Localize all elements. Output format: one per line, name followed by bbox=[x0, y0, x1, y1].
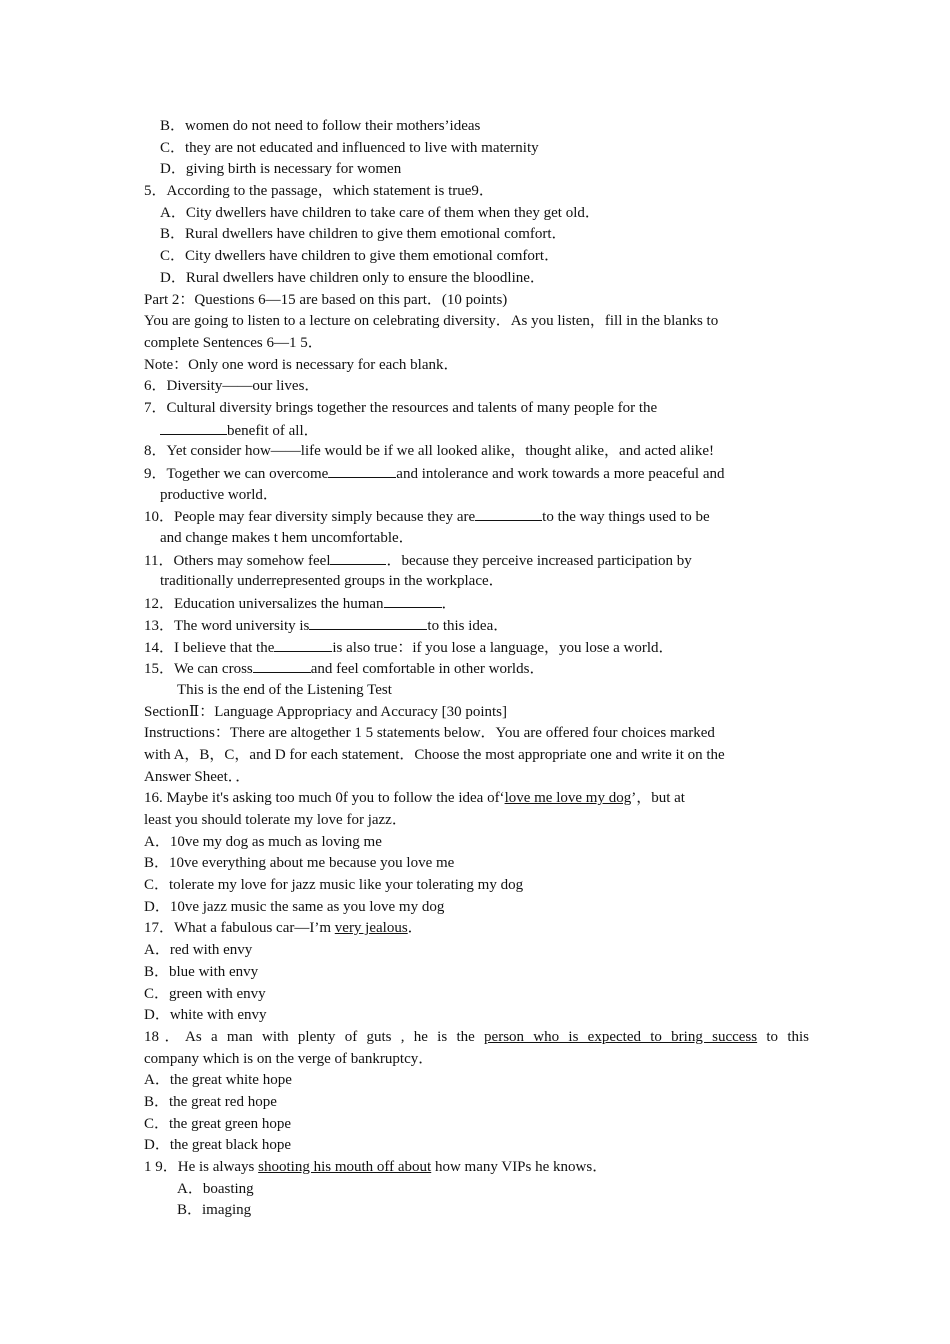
q17-option-b: B．blue with envy bbox=[144, 963, 259, 980]
q11-text-before: 11．Others may somehow feel bbox=[144, 552, 331, 569]
section2-instructions-line1: Instructions：There are altogether 1 5 statements below．You are offered four choices marked bbox=[144, 725, 715, 742]
q9-line1 bbox=[144, 463, 809, 485]
part2-instructions-line2: complete Sentences 6—1 5． bbox=[144, 334, 323, 351]
q17-underlined-phrase: very jealous bbox=[334, 920, 408, 937]
q16-stem-line1 bbox=[144, 788, 809, 810]
part2-instructions-line1: You are going to listen to a lecture on celebrating diversity．As you listen，fill in the blanks to bbox=[144, 313, 719, 330]
q17-option-c: C．green with envy bbox=[144, 985, 266, 1002]
q14-text-before: 14．I believe that the bbox=[144, 639, 275, 656]
q18-text-after: to this bbox=[757, 1028, 809, 1045]
q15-text-before: 15．We can cross bbox=[144, 661, 253, 678]
q13-text-after: to this idea． bbox=[427, 617, 509, 634]
q16-stem-line2: least you should tolerate my love for jazz． bbox=[144, 812, 407, 828]
q16-option-b: B．10ve everything about me because you love me bbox=[144, 855, 455, 872]
q19-option-a: A．boasting bbox=[177, 1180, 254, 1197]
page-content bbox=[144, 116, 809, 1222]
q16-text-before: 16. Maybe it's asking too much 0f you to follow the idea of‘ bbox=[144, 790, 505, 807]
q19-text-before: 1 9．He is always bbox=[144, 1159, 259, 1175]
q16-text-after: ’，but at bbox=[631, 790, 685, 807]
q5-option-b: B．Rural dwellers have children to give them emotional comfort． bbox=[160, 226, 567, 243]
q14 bbox=[144, 637, 809, 659]
q18-option-d: D．the great black hope bbox=[144, 1137, 292, 1154]
q5-option-d: D．Rural dwellers have children only to ensure the bloodline． bbox=[160, 269, 545, 286]
q18-option-b: B．the great red hope bbox=[144, 1093, 277, 1110]
q10-line1 bbox=[144, 506, 809, 528]
q9-text-before: 9．Together we can overcome bbox=[144, 466, 329, 482]
q10-text-before: 10．People may fear diversity simply because they are bbox=[144, 509, 476, 526]
q18-text-before: 18．As a man with plenty of guts , he is the bbox=[144, 1028, 485, 1045]
q16-option-c: C．tolerate my love for jazz music like your tolerating my dog bbox=[144, 877, 524, 894]
listening-end-line: This is the end of the Listening Test bbox=[177, 681, 392, 698]
q4-option-c: C．they are not educated and influenced to live with maternity bbox=[160, 139, 539, 156]
q12 bbox=[144, 593, 809, 615]
q11-text-after: ．because they perceive increased participation by bbox=[386, 552, 692, 569]
q13-blank[interactable] bbox=[309, 615, 427, 630]
q9-blank[interactable] bbox=[328, 463, 396, 478]
q16-option-d: D．10ve jazz music the same as you love my dog bbox=[144, 898, 445, 915]
q17-text-after: ． bbox=[407, 920, 423, 937]
q7-line2 bbox=[144, 420, 809, 442]
q18-underlined-phrase: person who is expected to bring success bbox=[484, 1028, 758, 1045]
q15 bbox=[144, 658, 809, 680]
q14-text-after: is also true：if you lose a language，you lose a world． bbox=[332, 639, 674, 656]
q10-text-after: to the way things used to be bbox=[542, 509, 710, 526]
q11-blank[interactable] bbox=[330, 550, 386, 565]
q10-blank[interactable] bbox=[475, 506, 542, 521]
q5-option-a: A．City dwellers have children to take care of them when they get old． bbox=[160, 204, 600, 221]
q9-line2: productive world． bbox=[160, 486, 278, 503]
q19-text-after: how many VIPs he knows． bbox=[431, 1159, 608, 1175]
q4-option-b: B．women do not need to follow their mothers’ideas bbox=[160, 118, 481, 134]
q12-text-after: ． bbox=[441, 596, 457, 613]
q17-stem bbox=[144, 918, 809, 940]
q5-stem: 5．According to the passage，which statement is true9． bbox=[144, 183, 494, 200]
q17-option-d: D．white with envy bbox=[144, 1007, 267, 1024]
q13 bbox=[144, 615, 809, 637]
q19-option-b: B．imaging bbox=[177, 1202, 252, 1219]
part2-heading: Part 2：Questions 6—15 are based on this part．(10 points) bbox=[144, 291, 508, 308]
q9-text-after: and intolerance and work towards a more peaceful and bbox=[396, 466, 725, 482]
q5-option-c: C．City dwellers have children to give them emotional comfort． bbox=[160, 248, 560, 265]
q12-text-before: 12．Education universalizes the human bbox=[144, 596, 384, 613]
section2-instructions-line3: Answer Sheet．． bbox=[144, 768, 251, 785]
q18-option-c: C．the great green hope bbox=[144, 1115, 292, 1132]
q19-stem bbox=[144, 1157, 809, 1179]
q7-line1: 7．Cultural diversity brings together the resources and talents of many people for the bbox=[144, 399, 658, 416]
q17-text-before: 17．What a fabulous car—I’m bbox=[144, 920, 335, 937]
q18-option-a: A．the great white hope bbox=[144, 1072, 292, 1089]
q18-stem-line2: company which is on the verge of bankruptcy． bbox=[144, 1050, 434, 1067]
q17-option-a: A．red with envy bbox=[144, 942, 253, 959]
q11-line2: traditionally underrepresented groups in the workplace． bbox=[160, 573, 504, 590]
q7-blank[interactable] bbox=[160, 420, 227, 435]
q16-underlined-phrase: love me love my dog bbox=[504, 790, 632, 807]
q13-text-before: 13．The word university is bbox=[144, 617, 310, 634]
q15-blank[interactable] bbox=[253, 658, 311, 673]
q8: 8．Yet consider how——life would be if we all looked alike，thought alike，and acted alike! bbox=[144, 443, 715, 460]
q6: 6．Diversity——our lives． bbox=[144, 378, 320, 395]
q18-stem-line1 bbox=[144, 1027, 809, 1049]
section2-instructions-line2: with A，B，C，and D for each statement．Choose the most appropriate one and write it on the bbox=[144, 746, 725, 763]
section2-heading: SectionⅡ：Language Appropriacy and Accuracy [30 points] bbox=[144, 703, 508, 720]
q11-line1 bbox=[144, 550, 809, 572]
q19-underlined-phrase: shooting his mouth off about bbox=[258, 1159, 432, 1175]
q16-option-a: A．10ve my dog as much as loving me bbox=[144, 833, 382, 850]
part2-note: Note：Only one word is necessary for each blank． bbox=[144, 356, 459, 373]
q7-text-after: benefit of all． bbox=[227, 422, 319, 439]
q10-line2: and change makes t hem uncomfortable． bbox=[160, 530, 414, 547]
q14-blank[interactable] bbox=[274, 637, 332, 652]
q12-blank[interactable] bbox=[384, 593, 442, 608]
q4-option-d: D．giving birth is necessary for women bbox=[160, 161, 402, 178]
q15-text-after: and feel comfortable in other worlds． bbox=[310, 661, 545, 678]
